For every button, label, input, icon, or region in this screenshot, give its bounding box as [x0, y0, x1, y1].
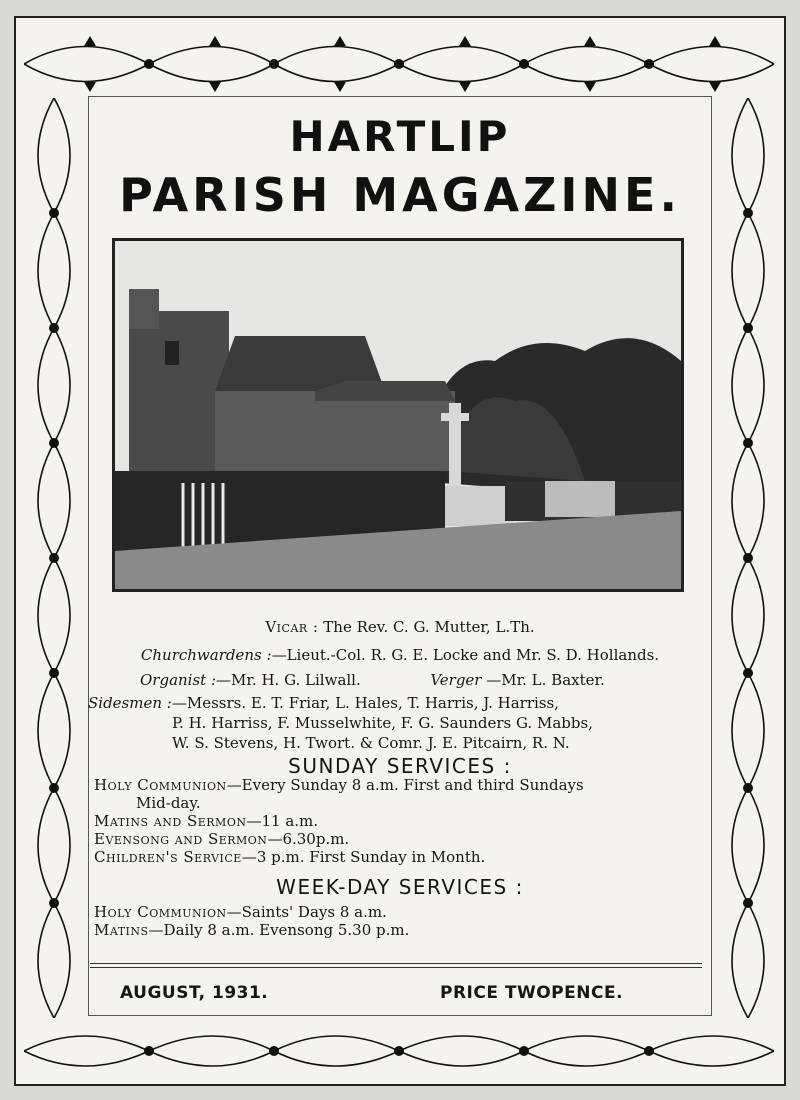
churchwardens-line — [0, 645, 800, 665]
magazine-title-line2: PARISH MAGAZINE. — [119, 168, 681, 222]
sidesmen-line3: W. S. Stevens, H. Twort. & Comr. J. E. Pitcairn, R. N. — [172, 734, 570, 752]
service-label: Matins — [94, 921, 149, 939]
churchwardens-label: Churchwardens : — [140, 646, 272, 664]
weekday-service-row — [94, 903, 387, 922]
organist-label: Organist : — [140, 671, 217, 689]
sunday-service-row — [94, 830, 349, 849]
church-photo — [112, 238, 684, 592]
sidesmen-names-1: —Messrs. E. T. Friar, L. Hales, T. Harris, J. Harriss, — [171, 694, 559, 712]
sunday-service-row — [94, 776, 584, 795]
vicar-line — [0, 617, 800, 637]
sunday-services-heading: SUNDAY SERVICES : — [288, 754, 512, 778]
sunday-service-row — [94, 812, 318, 831]
vicar-label: Vicar : — [265, 618, 319, 636]
sunday-service-row — [94, 848, 485, 867]
issue-date: AUGUST, 1931. — [120, 983, 269, 1003]
churchwardens-names: —Lieut.-Col. R. G. E. Locke and Mr. S. D. Hollands. — [271, 646, 660, 664]
weekday-services-heading: WEEK-DAY SERVICES : — [276, 875, 524, 899]
sidesmen-line2: P. H. Harriss, F. Musselwhite, F. G. Saunders G. Mabbs, — [172, 714, 593, 732]
service-time: —6.30p.m. — [267, 830, 350, 848]
floral-border-bottom — [24, 1018, 776, 1084]
magazine-title-line1: HARTLIP — [289, 112, 511, 161]
vicar-name: The Rev. C. G. Mutter, L.Th. — [323, 618, 535, 636]
service-time: —11 a.m. — [246, 812, 319, 830]
verger-name: —Mr. L. Baxter. — [486, 671, 605, 689]
service-label: Matins and Sermon — [94, 812, 247, 830]
organist-name: —Mr. H. G. Lilwall. — [216, 671, 361, 689]
service-label: Holy Communion — [94, 776, 227, 794]
service-time: —Saints' Days 8 a.m. — [226, 903, 387, 921]
issue-price: PRICE TWOPENCE. — [440, 983, 624, 1003]
service-label: Holy Communion — [94, 903, 227, 921]
weekday-service-row — [94, 921, 409, 940]
service-time: —3 p.m. First Sunday in Month. — [241, 848, 486, 866]
floral-border-top — [24, 24, 776, 100]
service-label: Children's Service — [94, 848, 242, 866]
verger-label: Verger — [430, 671, 482, 689]
service-time: —Every Sunday 8 a.m. First and third Sundays — [226, 776, 584, 794]
divider-rule — [90, 967, 702, 968]
sidesmen-label: Sidesmen : — [88, 694, 172, 712]
sidesmen-line1 — [88, 693, 708, 713]
service-label: Evensong and Sermon — [94, 830, 268, 848]
sunday-service-row — [136, 794, 201, 813]
service-time: —Daily 8 a.m. Evensong 5.30 p.m. — [148, 921, 410, 939]
service-time: Mid-day. — [136, 794, 201, 812]
organist-verger-line — [140, 670, 740, 690]
divider-rule — [90, 963, 702, 964]
